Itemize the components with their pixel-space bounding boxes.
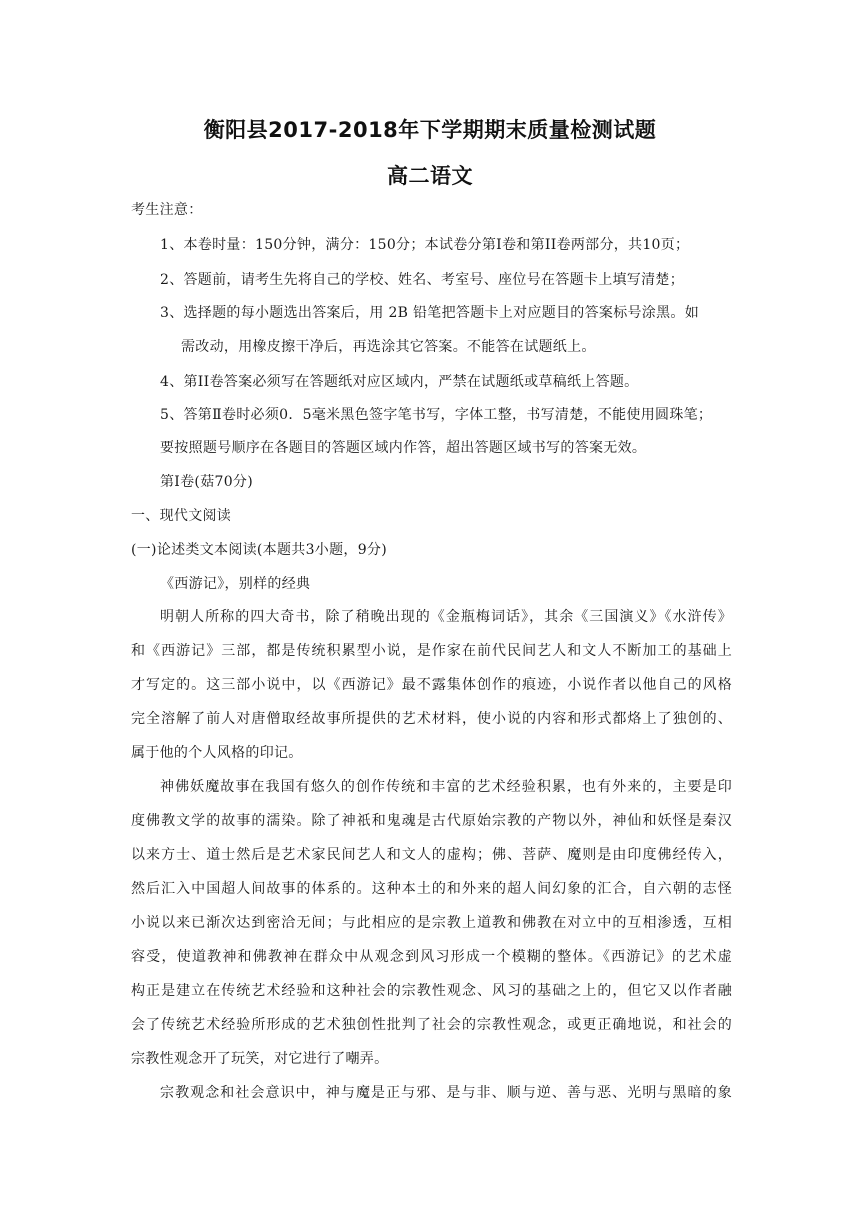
notice-item: 1、本卷时量：150分钟，满分：150分；本试卷分第I卷和第II卷两部分，共10页；: [160, 237, 690, 253]
notice-item: 3、选择题的每小题选出答案后，用 2B 铅笔把答题卡上对应题目的答案标号涂黑。如: [160, 305, 700, 321]
exam-subtitle: 高二语文: [387, 164, 473, 188]
notice-heading: 考生注意：: [131, 202, 203, 218]
notice-item: 4、第II卷答案必须写在答题纸对应区域内，严禁在试题纸或草稿纸上答题。: [160, 374, 639, 390]
paragraph-line: 会了传统艺术经验所形成的艺术独创性批判了社会的宗教性观念，或更正确地说，和社会的: [131, 1017, 732, 1033]
notice-item: 需改动，用橡皮擦干净后，再选涂其它答案。不能答在试题纸上。: [181, 339, 596, 355]
exam-title: 衡阳县2017-2018年下学期期末质量检测试题: [203, 118, 657, 142]
notice-item: 5、答第Ⅱ卷时必须0．5毫米黑色签字笔书写，字体工整，书写清楚，不能使用圆珠笔；: [160, 407, 713, 423]
paragraph-line: 完全溶解了前人对唐僧取经故事所提供的艺术材料，使小说的内容和形式都烙上了独创的、: [131, 711, 732, 727]
paragraph-line: 才写定的。这三部小说中，以《西游记》最不露集体创作的痕迹，小说作者以他自己的风格: [131, 677, 732, 693]
notice-item: 要按照题号顺序在各题目的答题区域内作答，超出答题区域书写的答案无效。: [160, 440, 647, 456]
subsection1-heading: (一)论述类文本阅读(本题共3小题，9分): [131, 542, 387, 558]
paragraph-line: 宗教性观念开了玩笑，对它进行了嘲弄。: [131, 1051, 389, 1067]
paragraph-line: 明朝人所称的四大奇书，除了稍晚出现的《金瓶梅词话》，其余《三国演义》《水浒传》: [160, 609, 732, 625]
paragraph-line: 容受，使道教神和佛教神在群众中从观念到风习形成一个模糊的整体。《西游记》的艺术虚: [131, 949, 732, 965]
paragraph-line: 神佛妖魔故事在我国有悠久的创作传统和丰富的艺术经验积累，也有外来的，主要是印: [160, 779, 732, 795]
paragraph-line: 和《西游记》三部，都是传统积累型小说，是作家在前代民间艺人和文人不断加工的基础上: [131, 643, 732, 659]
part1-heading: 第I卷(菇70分): [160, 474, 253, 490]
paragraph-line: 属于他的个人风格的印记。: [131, 745, 303, 761]
paragraph-line: 小说以来已渐次达到密洽无间；与此相应的是宗教上道教和佛教在对立中的互相渗透，互相: [131, 915, 732, 931]
paragraph-line: 度佛教文学的故事的濡染。除了神祇和鬼魂是古代原始宗教的产物以外，神仙和妖怪是秦汉: [131, 813, 732, 829]
article-title: 《西游记》，别样的经典: [160, 576, 311, 592]
section1-heading: 一、现代文阅读: [131, 508, 232, 524]
notice-item: 2、答题前，请考生先将自己的学校、姓名、考室号、座位号在答题卡上填写清楚；: [160, 272, 685, 288]
paragraph-line: 以来方士、道士然后是艺术家民间艺人和文人的虚构；佛、菩萨、魔则是由印度佛经传入，: [131, 847, 732, 863]
paragraph-line: 构正是建立在传统艺术经验和这种社会的宗教性观念、风习的基础之上的，但它又以作者融: [131, 983, 732, 999]
paragraph-line: 然后汇入中国超人间故事的体系的。这种本土的和外来的超人间幻象的汇合，自六朝的志怪: [131, 881, 732, 897]
paragraph-line: 宗教观念和社会意识中，神与魔是正与邪、是与非、顺与逆、善与恶、光明与黑暗的象: [160, 1085, 732, 1101]
